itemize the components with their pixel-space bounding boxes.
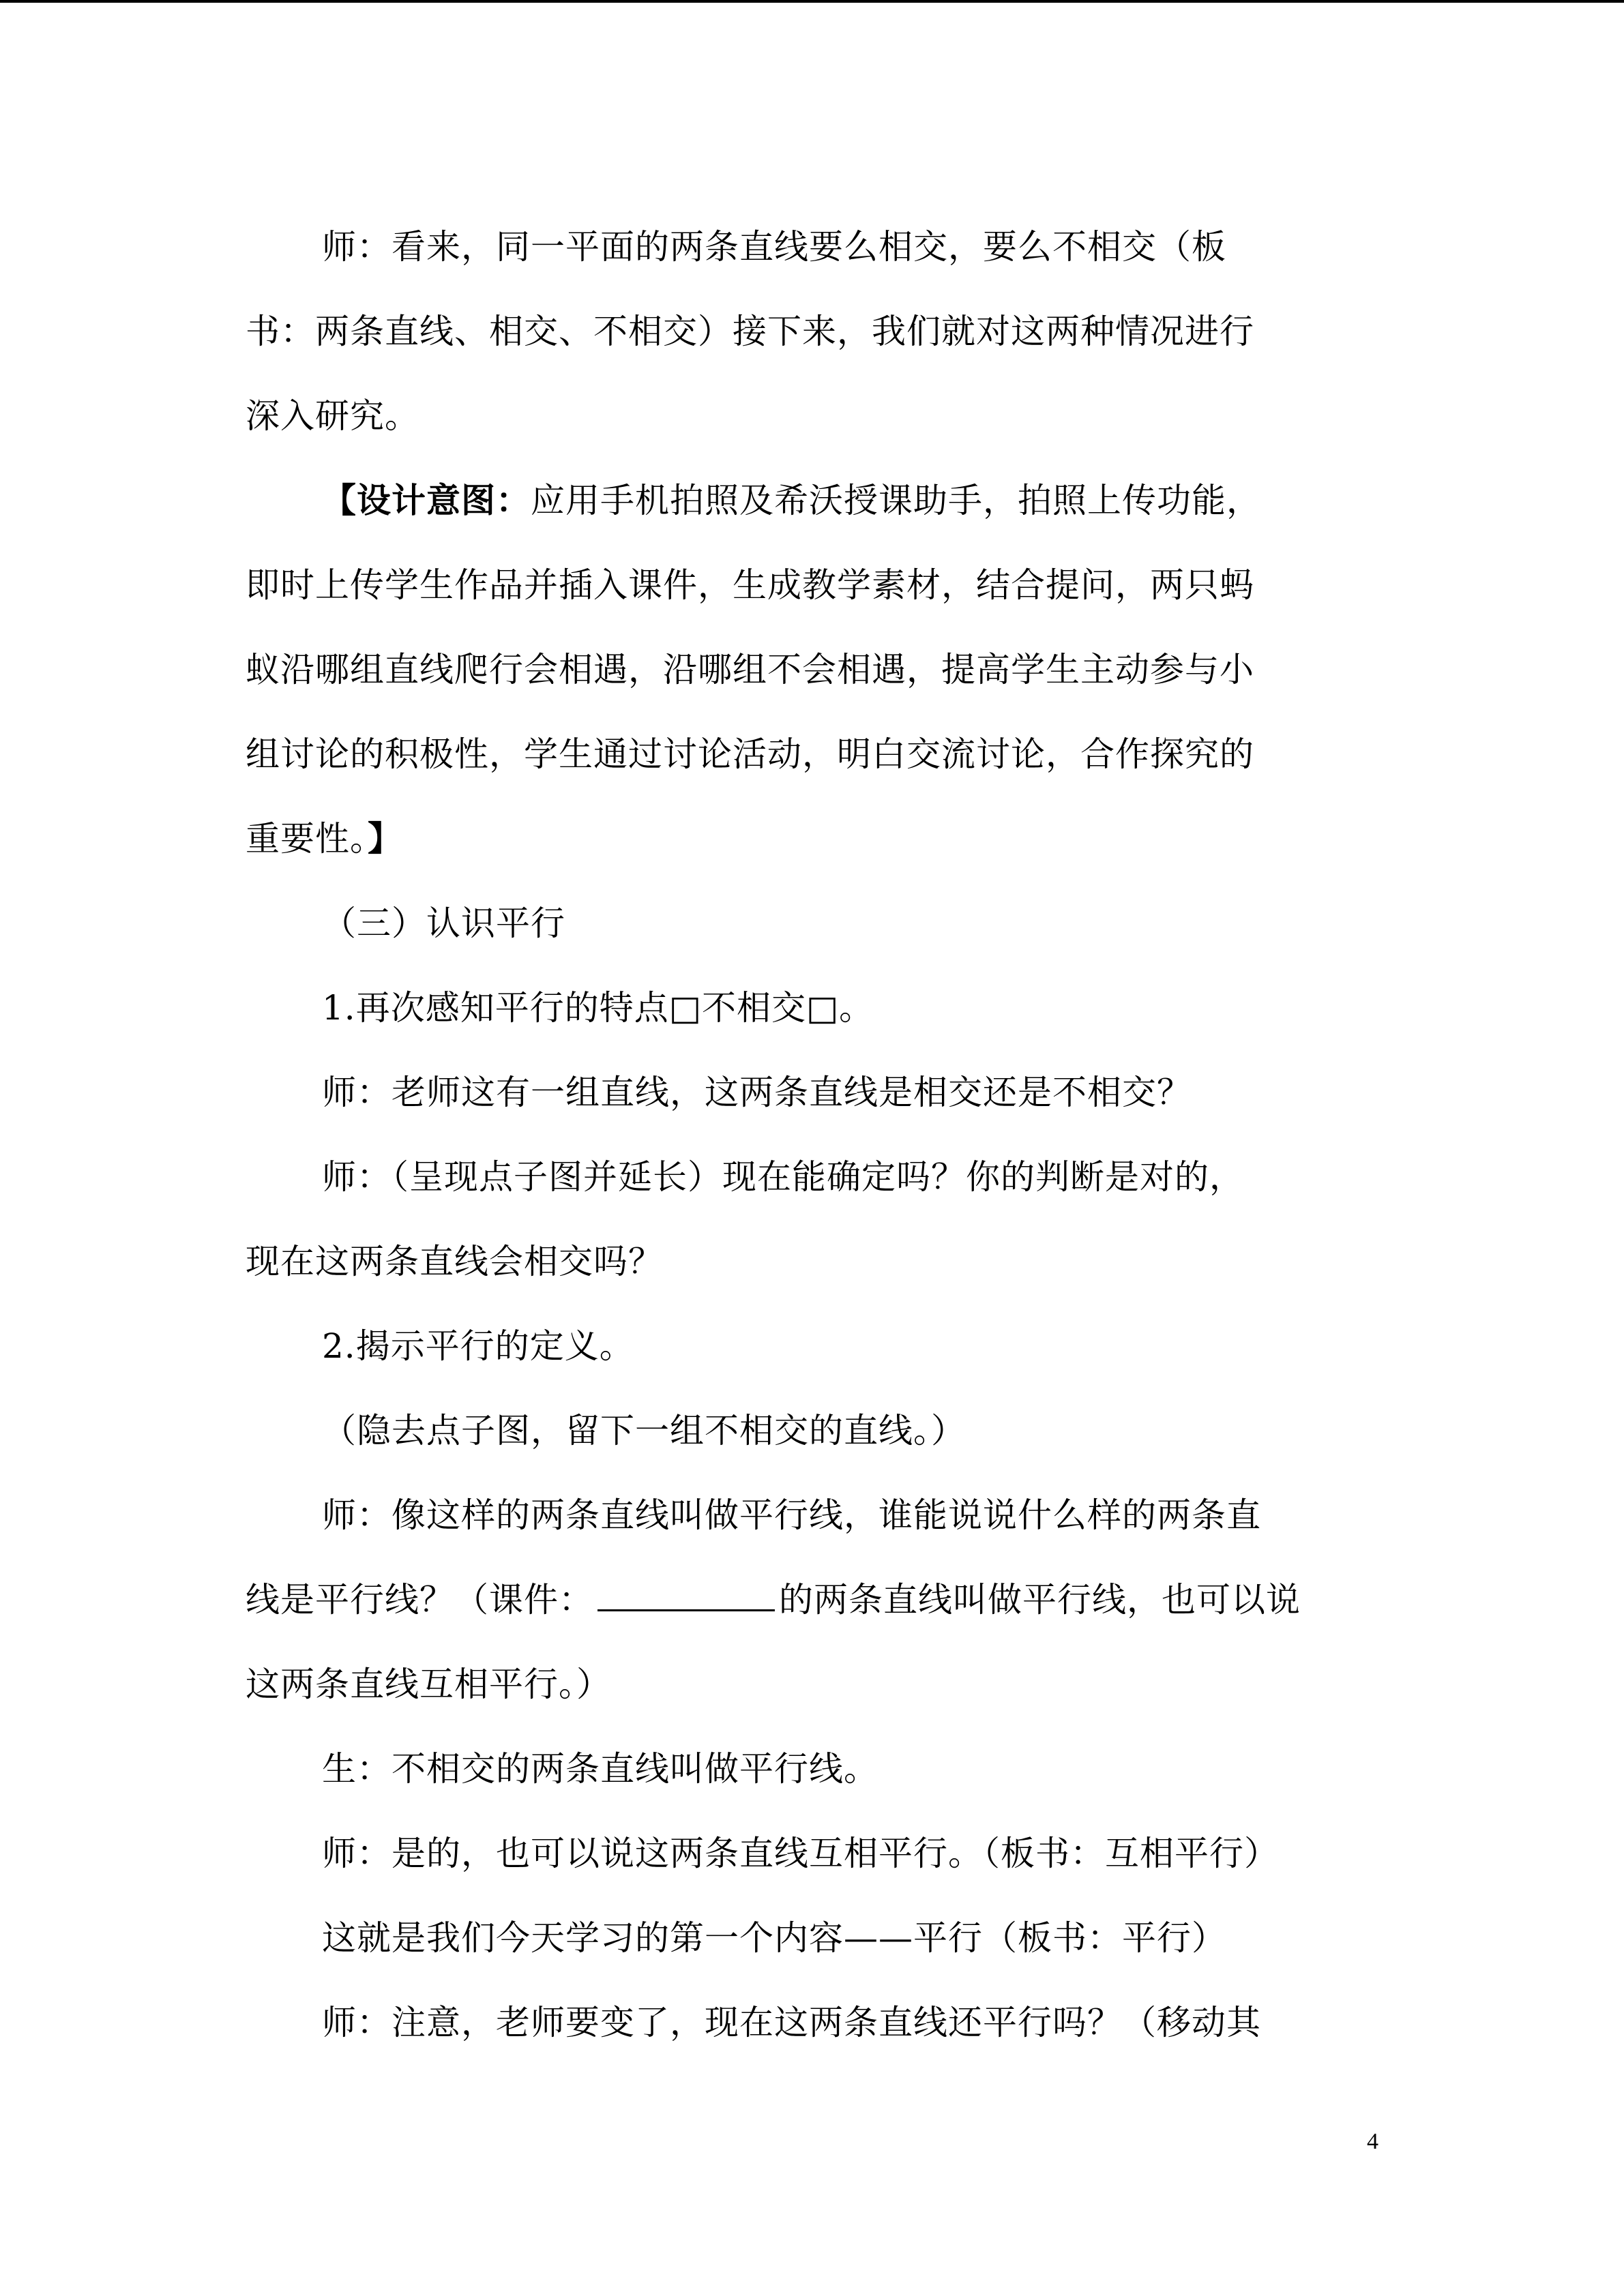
blank-prefix: 线是平行线？（课件： xyxy=(246,1580,593,1620)
teacher-line-continued: 这两条直线互相平行。） xyxy=(246,1665,611,1704)
teacher-line: 师：老师这有一组直线，这两条直线是相交还是不相交？ xyxy=(322,1073,1192,1112)
design-intent-line: 组讨论的积极性，学生通过讨论活动，明白交流讨论，合作探究的 xyxy=(246,734,1254,774)
teacher-line: 这就是我们今天学习的第一个内容——平行（板书：平行） xyxy=(322,1918,1226,1958)
teacher-line: 师：注意，老师要变了，现在这两条直线还平行吗？（移动其 xyxy=(322,2003,1261,2042)
student-line: 生：不相交的两条直线叫做平行线。 xyxy=(322,1749,879,1789)
fill-in-blank xyxy=(597,1582,775,1611)
step-2-heading: 2.揭示平行的定义。 xyxy=(322,1326,634,1366)
page-number: 4 xyxy=(1367,2129,1378,2154)
stage-note: （隐去点子图，留下一组不相交的直线。） xyxy=(322,1411,966,1450)
document-body xyxy=(246,205,1391,2065)
paragraph-line: 书：两条直线、相交、不相交）接下来，我们就对这两种情况进行 xyxy=(246,312,1254,351)
design-intent-last-line xyxy=(246,796,1391,881)
blank-suffix: 的两条直线叫做平行线，也可以说 xyxy=(779,1580,1301,1620)
paragraph-line: 深入研究。 xyxy=(246,396,419,436)
design-intent-line: 即时上传学生作品并插入课件，生成教学素材，结合提问，两只蚂 xyxy=(246,565,1254,605)
teacher-line: 师：像这样的两条直线叫做平行线，谁能说说什么样的两条直 xyxy=(322,1495,1261,1535)
design-intent-line: 蚁沿哪组直线爬行会相遇，沿哪组不会相遇，提高学生主动参与小 xyxy=(246,650,1254,689)
design-intent-text: 应用手机拍照及希沃授课助手，拍照上传功能， xyxy=(531,481,1261,520)
section-title: （三）认识平行 xyxy=(322,904,565,943)
design-intent-last-text: 重要性。 xyxy=(246,819,368,859)
design-intent-label: 【设计意图 xyxy=(322,480,496,520)
teacher-line-continued: 现在这两条直线会相交吗？ xyxy=(246,1242,663,1281)
page-top-border xyxy=(0,0,1624,3)
design-intent-close-bracket: 】 xyxy=(368,818,402,859)
design-intent-first-line xyxy=(246,458,1391,543)
paragraph-line: 师：看来，同一平面的两条直线要么相交，要么不相交（板 xyxy=(322,227,1226,267)
teacher-line: 师：是的，也可以说这两条直线互相平行。（板书：互相平行） xyxy=(322,1834,1279,1873)
step-1-heading: 1.再次感知平行的特点□不相交□。 xyxy=(322,988,874,1028)
teacher-line-with-blank xyxy=(246,1557,1391,1642)
teacher-line: 师：（呈现点子图并延长）现在能确定吗？你的判断是对的， xyxy=(322,1157,1244,1197)
design-intent-colon: ： xyxy=(496,480,531,520)
